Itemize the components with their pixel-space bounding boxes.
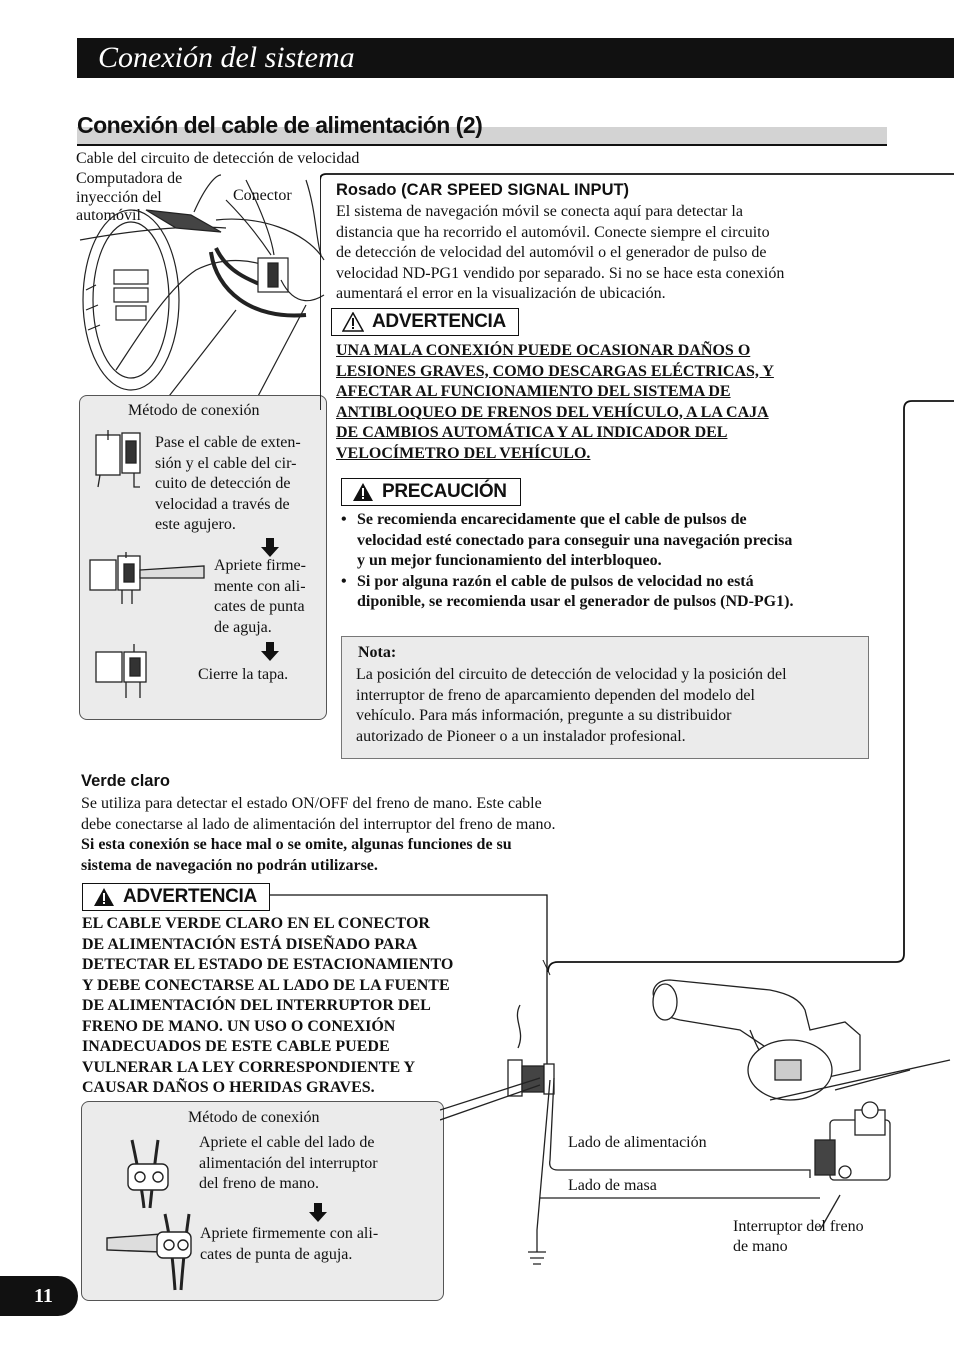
label-speed-circuit-cable: Cable del circuito de detección de velocidad [76, 150, 360, 167]
wire-bracket-right [540, 396, 954, 976]
caution-label: PRECAUCIÓN [382, 481, 507, 502]
caution-item: • Se recomienda encarecidamente que el cable de pulsos de velocidad esté conectado para conseguir una navegación precisa y un mejor funcionamiento del interbloqueo. [339, 510, 869, 572]
method2-step1-text: Apriete el cable del lado de alimentación del interruptor del freno de mano. [199, 1134, 378, 1192]
green-wire-heading: Verde claro [81, 772, 170, 790]
arrow-down-icon [308, 1203, 328, 1223]
section-heading-rule [77, 144, 887, 146]
arrow-down-icon [260, 642, 280, 662]
label-ground-side: Lado de masa [568, 1177, 657, 1194]
warning-text-1: UNA MALA CONEXIÓN PUEDE OCASIONAR DAÑOS O LESIONES GRAVES, COMO DESCARGAS ELÉCTRICAS, Y AFECTAR AL FUNCIONAMIENTO DEL SISTEMA DE ANTIBLOQUEO DE FRENOS DEL VEHÍCULO, A LA CAJA DE CAMBIOS AUTOMÁTICA Y AL INDICADOR DEL VELOCÍMETRO DEL VEHÍCULO. [336, 342, 774, 462]
green-wire-description: Se utiliza para detectar el estado ON/OFF del freno de mano. Este cable debe conectarse al lado de alimentación del interruptor del freno de mano. Si esta conexión se hace mal o se omite, algunas funciones de su sistema de navegación no podrán utilizarse. [81, 795, 556, 874]
label-parking-brake-switch: Interruptor del freno de mano [733, 1218, 864, 1255]
pliers-crimp-icon [86, 548, 208, 612]
connection-method-title-1: Método de conexión [128, 402, 260, 419]
pliers-clamp-icon [105, 1212, 197, 1292]
warning-label-box-1 [331, 308, 519, 336]
label-injection-computer: Computadora de inyección del automóvil [76, 170, 183, 224]
pink-wire-description: El sistema de navegación móvil se conecta aquí para detectar la distancia que ha recorrido el automóvil. Conecte siempre el circuito de detección de velocidad del automóvil o el generador de pulso de velocidad ND-PG1 vendido por separado. Si no se hace esta conexión aumentará el error en la visualización de ubicación. [336, 203, 785, 302]
caution-item: • Si por alguna razón el cable de pulsos de velocidad no está diponible, se recomienda usar el generador de pulsos (ND-PG1). [339, 572, 869, 613]
warning-text-2: EL CABLE VERDE CLARO EN EL CONECTOR DE ALIMENTACIÓN ESTÁ DISEÑADO PARA DETECTAR EL ESTADO DE ESTACIONAMIENTO Y DEBE CONECTARSE AL LADO DE LA FUENTE DE ALIMENTACIÓN DEL INTERRUPTOR DEL FRENO DE MANO. UN USO O CONEXIÓN INADECUADOS DE ESTE CABLE PUEDE VULNERAR LA LEY CORRESPONDIENTE Y CAUSAR DAÑOS O HERIDAS GRAVES. [82, 915, 454, 1096]
arrow-down-icon [260, 538, 280, 558]
parking-brake-illustration [440, 960, 954, 1280]
method2-step2-text: Apriete firmemente con ali- cates de punta de aguja. [200, 1225, 379, 1263]
label-power-side: Lado de alimentación [568, 1134, 707, 1151]
page-number: 11 [34, 1285, 53, 1307]
connector-pass-through-icon [90, 425, 150, 495]
note-title: Nota: [358, 644, 397, 661]
warning-triangle-icon [93, 887, 115, 907]
page-header-title: Conexión del sistema [98, 41, 355, 74]
method1-step1-text: Pase el cable de exten- sión y el cable del cir- cuito de detección de velocidad a través de este agujero. [155, 434, 301, 533]
method1-step3-text: Cierre la tapa. [198, 666, 289, 683]
warning-triangle-icon [342, 312, 364, 332]
warning-label-1: ADVERTENCIA [372, 311, 506, 332]
method1-step2-text: Apriete firme- mente con ali- cates de punta de aguja. [214, 557, 306, 636]
wire-tap-clamp-icon [118, 1138, 188, 1210]
dashboard-illustration [76, 170, 326, 400]
closed-connector-icon [90, 640, 160, 704]
warning-label-2: ADVERTENCIA [123, 886, 257, 907]
connection-method-title-2: Método de conexión [188, 1109, 320, 1126]
caution-triangle-icon [352, 482, 374, 502]
note-body: La posición del circuito de detección de velocidad y la posición del interruptor de freno de aparcamiento dependen del modelo del vehículo. Para más información, pregunte a su distribuidor autorizado de Pioneer o a un instalador profesional. [356, 666, 787, 745]
caution-label-box [341, 478, 521, 506]
section-heading: Conexión del cable de alimentación (2) [77, 112, 483, 138]
warning-label-box-2 [82, 883, 270, 911]
label-connector: Conector [233, 187, 292, 204]
pink-wire-heading: Rosado (CAR SPEED SIGNAL INPUT) [336, 181, 630, 199]
